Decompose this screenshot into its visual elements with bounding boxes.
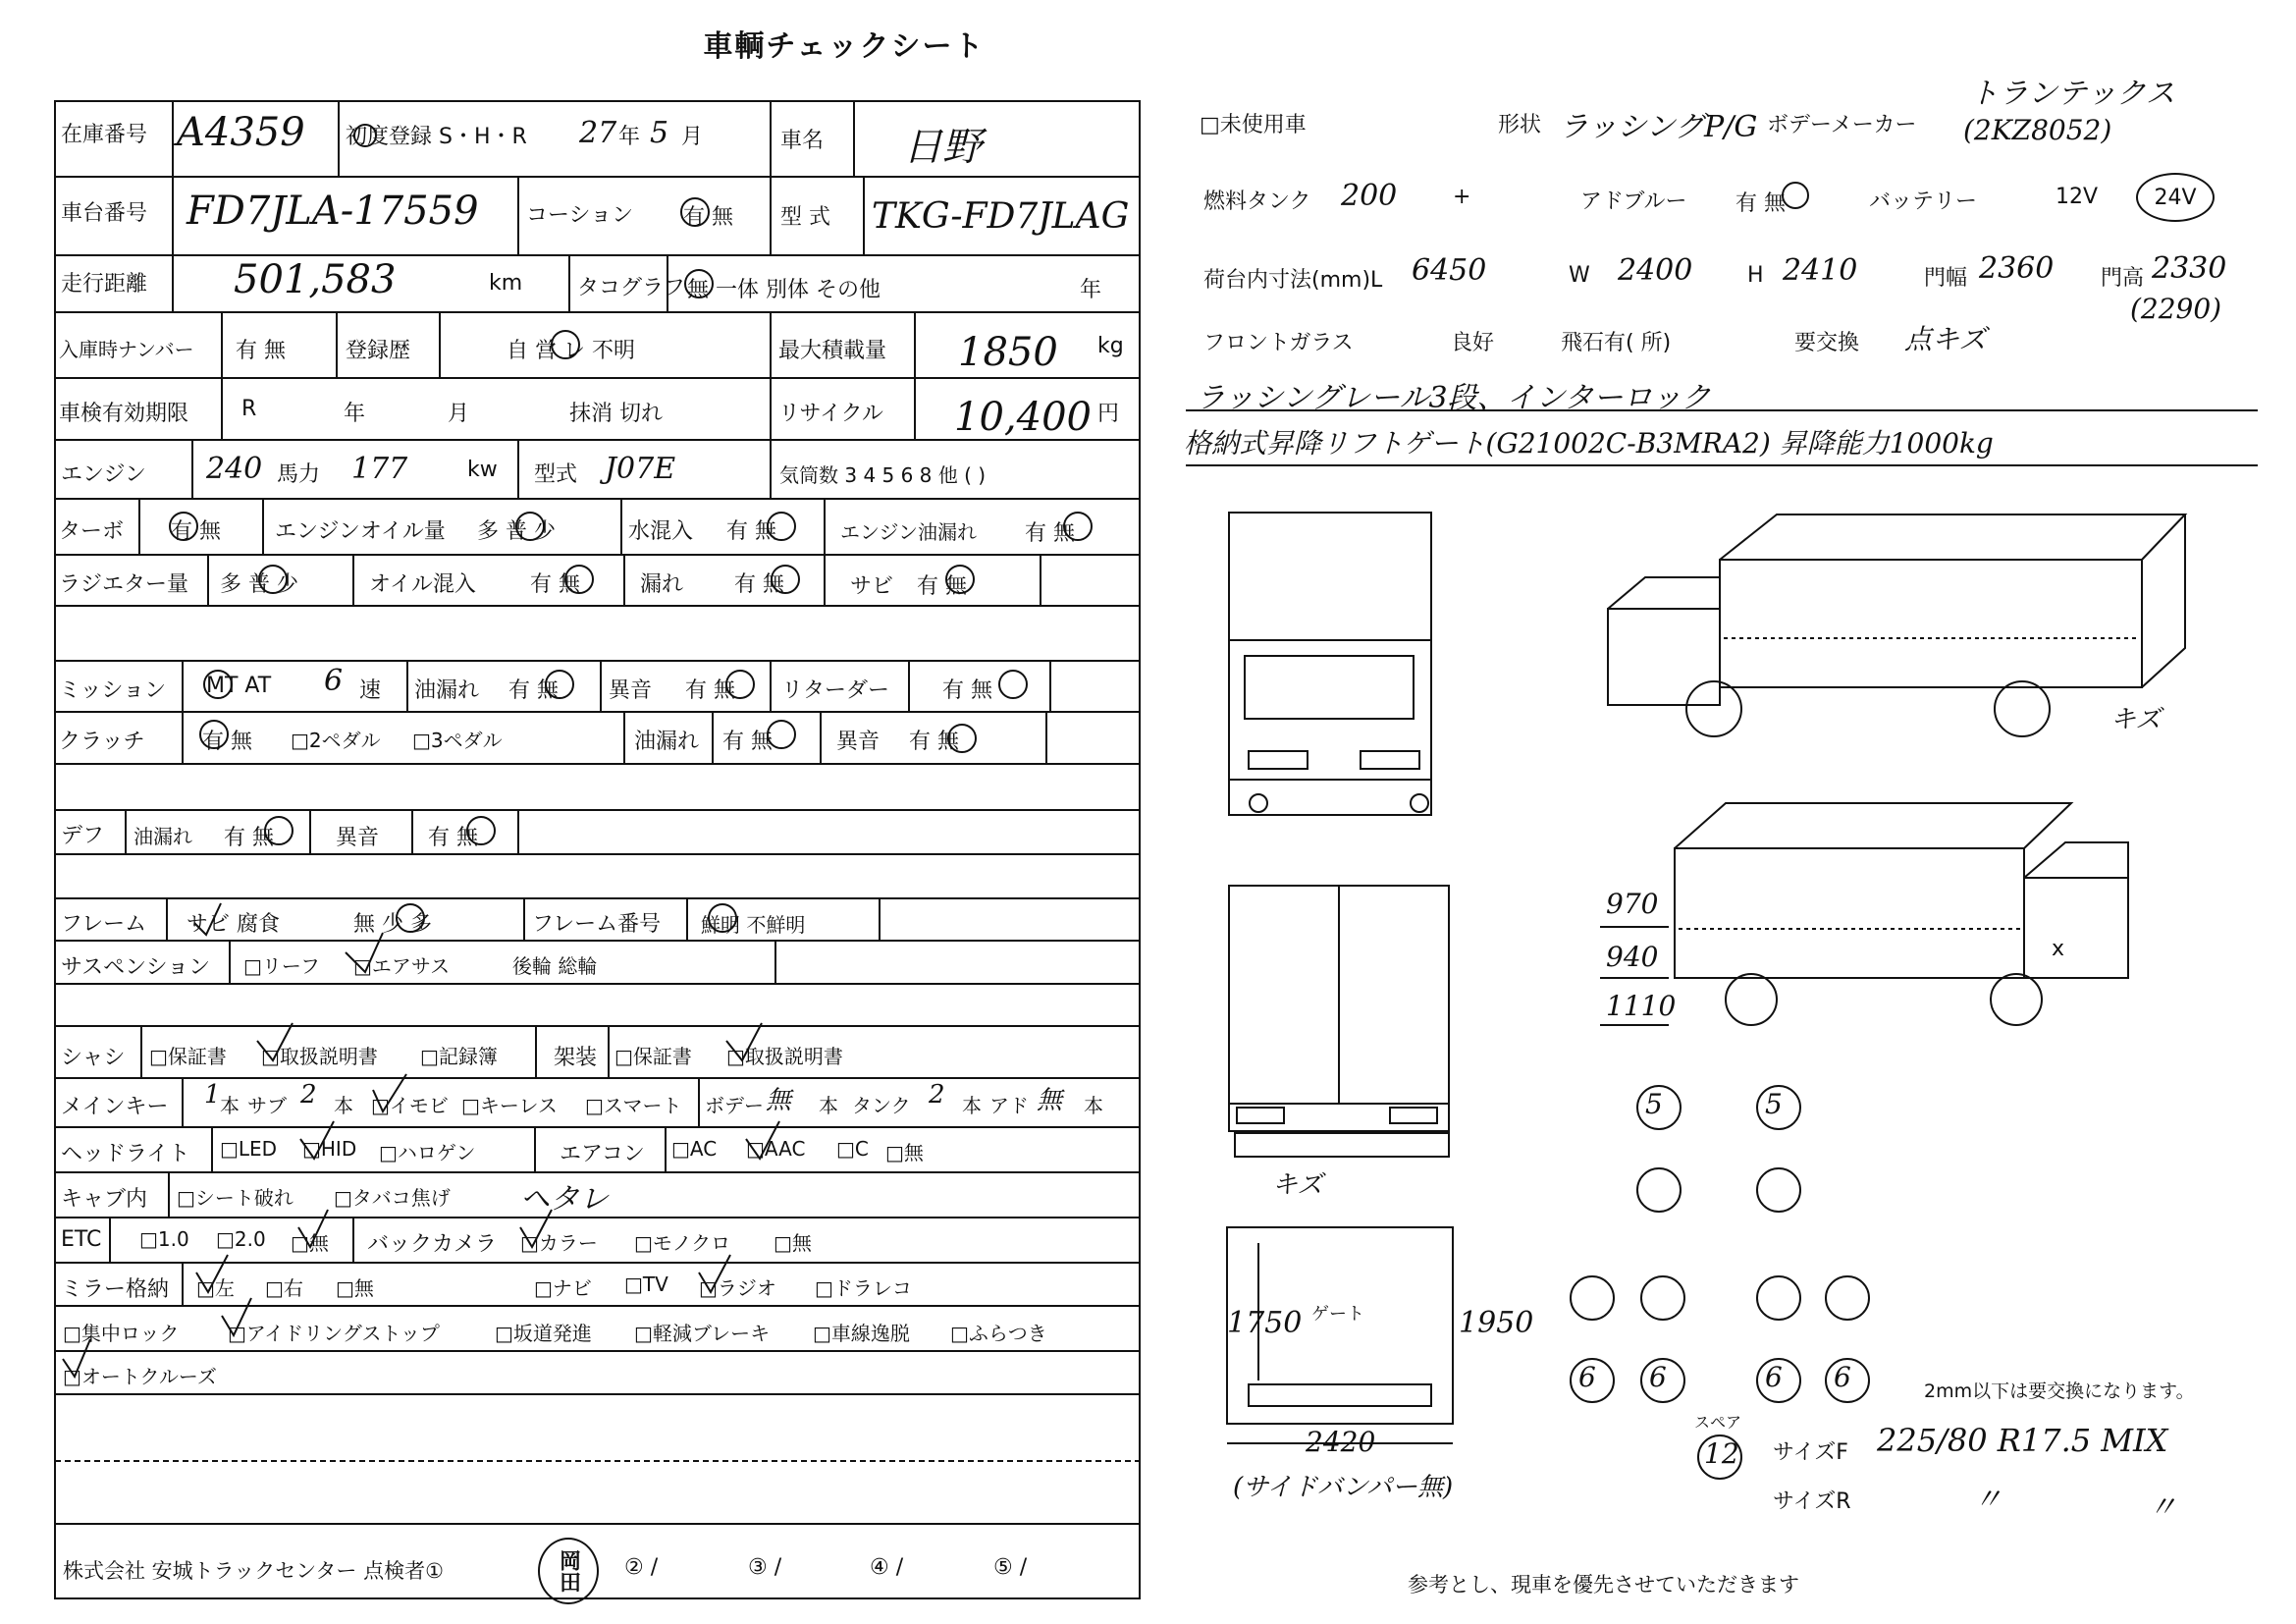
number-label: 入庫時ナンバー bbox=[59, 338, 194, 361]
main-key-unit: 本 bbox=[220, 1094, 240, 1117]
central-lock[interactable]: □集中ロック bbox=[63, 1322, 180, 1345]
idling-stop[interactable]: □アイドリングストップ bbox=[228, 1322, 440, 1345]
reg-history-options: 自 営 レ 不明 bbox=[507, 339, 635, 363]
chassis-manual[interactable]: □取扱説明書 bbox=[261, 1045, 378, 1068]
suspension-air[interactable]: □エアサス bbox=[353, 954, 451, 978]
sub-key-unit: 本 bbox=[334, 1094, 353, 1117]
smart-key[interactable]: □スマート bbox=[585, 1094, 682, 1117]
max-load-unit: kg bbox=[1097, 334, 1124, 358]
body-key-unit: 本 bbox=[819, 1094, 838, 1117]
headlight-led[interactable]: □LED bbox=[220, 1137, 278, 1161]
etc-none[interactable]: □無 bbox=[291, 1231, 329, 1255]
suspension-wheels: 後輪 総輪 bbox=[512, 954, 598, 978]
auto-cruise[interactable]: □オートクルーズ bbox=[63, 1365, 217, 1388]
oil-mix-options: 有 無 bbox=[530, 572, 580, 597]
adblue-options: 有 無 bbox=[1735, 191, 1786, 216]
clutch-options: 有 無 bbox=[202, 730, 252, 754]
recycle-label: リサイクル bbox=[778, 402, 883, 426]
inspection-year: 年 bbox=[344, 402, 366, 426]
mileage-label: 走行距離 bbox=[61, 272, 148, 297]
keyless[interactable]: □キーレス bbox=[461, 1094, 558, 1117]
radio[interactable]: □ラジオ bbox=[699, 1276, 776, 1300]
page-title: 車輌チェックシート bbox=[703, 29, 986, 64]
tire-front-left: 5 bbox=[1645, 1088, 1663, 1120]
mission-label: ミッション bbox=[59, 678, 167, 703]
height-1: 970 bbox=[1606, 888, 1659, 920]
door-height-alt: (2290) bbox=[2130, 293, 2222, 325]
clutch-2pedal[interactable]: □2ペダル bbox=[291, 729, 381, 752]
cab-tobacco-burn[interactable]: □タバコ焦げ bbox=[334, 1186, 451, 1210]
engine-oil-leak-options: 有 無 bbox=[1025, 521, 1075, 546]
cylinder-count: 気筒数 3 4 5 6 8 他 ( ) bbox=[779, 463, 987, 487]
kw-value: 177 bbox=[351, 452, 408, 486]
drive-recorder[interactable]: □ドラレコ bbox=[815, 1276, 912, 1300]
box-height: 1950 bbox=[1459, 1306, 1534, 1340]
collision-brake[interactable]: □軽減ブレーキ bbox=[634, 1322, 771, 1345]
windshield-label: フロントガラス bbox=[1203, 331, 1354, 355]
mission-speed: 6 bbox=[324, 664, 344, 698]
engine-oil-options: 多 普 少 bbox=[477, 519, 556, 544]
etc-2-0[interactable]: □2.0 bbox=[216, 1227, 266, 1251]
tire-rear-right-inner: 6 bbox=[1765, 1361, 1783, 1393]
body-key-label: ボデー bbox=[705, 1094, 764, 1117]
engine-oil-label: エンジンオイル量 bbox=[275, 519, 446, 544]
engine-label: エンジン bbox=[61, 462, 146, 487]
lane-departure[interactable]: □車線逸脱 bbox=[813, 1322, 910, 1345]
retarder-options: 有 無 bbox=[942, 678, 992, 703]
frame-label: フレーム bbox=[61, 912, 147, 937]
unused-vehicle[interactable]: □未使用車 bbox=[1200, 113, 1307, 137]
tacho-year: 年 bbox=[1080, 278, 1102, 302]
car-name-value: 日野 bbox=[903, 125, 982, 170]
mission-leak-options: 有 無 bbox=[508, 678, 559, 703]
chassis-docs-label: シャシ bbox=[61, 1046, 126, 1070]
inspection-label: 車検有効期限 bbox=[59, 402, 189, 426]
inspection-r: R bbox=[241, 397, 257, 421]
chassis-label: 車台番号 bbox=[61, 201, 148, 226]
model-label: 型 式 bbox=[780, 205, 830, 230]
chassis-warranty[interactable]: □保証書 bbox=[149, 1045, 227, 1068]
diff-leak-options: 有 無 bbox=[224, 826, 274, 850]
sub-key-label: サブ bbox=[247, 1094, 287, 1117]
clutch-3pedal[interactable]: □3ペダル bbox=[412, 729, 503, 752]
tire-front-right: 5 bbox=[1765, 1088, 1783, 1120]
first-reg-year-unit: 年 bbox=[618, 125, 641, 149]
frame-amount: 無 少 多 bbox=[353, 912, 432, 937]
door-height-label: 門高 bbox=[2101, 266, 2145, 291]
aircon-ac[interactable]: □AC bbox=[671, 1137, 718, 1161]
mission-noise-options: 有 無 bbox=[685, 678, 735, 703]
engine-model-value: J07E bbox=[605, 452, 676, 486]
scratch-note-rear: キズ bbox=[1272, 1170, 1323, 1200]
water-options: 有 無 bbox=[726, 519, 776, 544]
back-camera-label: バックカメラ bbox=[367, 1232, 498, 1257]
navi[interactable]: □ナビ bbox=[534, 1276, 592, 1300]
inspector-stamp: 岡田 bbox=[538, 1538, 599, 1604]
back-camera-mono[interactable]: □モノクロ bbox=[634, 1231, 731, 1255]
hill-start[interactable]: □坂道発進 bbox=[495, 1322, 592, 1345]
mission-speed-unit: 速 bbox=[359, 678, 382, 703]
max-load-label: 最大積載量 bbox=[778, 339, 887, 363]
tire-size-rear-2: 〃 bbox=[2148, 1490, 2177, 1525]
diff-leak-label: 油漏れ bbox=[133, 825, 192, 848]
body-warranty[interactable]: □保証書 bbox=[614, 1045, 692, 1068]
oil-mix-label: オイル混入 bbox=[369, 572, 476, 597]
fuel-tank-value: 200 bbox=[1341, 179, 1398, 213]
diff-label: デフ bbox=[61, 824, 105, 848]
spare-value: 12 bbox=[1704, 1437, 1739, 1470]
stock-number: A4359 bbox=[177, 110, 305, 155]
height-3: 1110 bbox=[1606, 990, 1677, 1022]
battery-24v: 24V bbox=[2136, 173, 2215, 222]
engine-model-label: 型式 bbox=[534, 462, 578, 487]
body-manual[interactable]: □取扱説明書 bbox=[726, 1045, 843, 1068]
back-camera-color[interactable]: □カラー bbox=[520, 1231, 598, 1255]
cargo-height-label: H bbox=[1747, 263, 1764, 288]
tank-key-label: タンク bbox=[852, 1094, 911, 1117]
max-load-value: 1850 bbox=[958, 330, 1058, 375]
fuel-tank-label: 燃料タンク bbox=[1203, 189, 1311, 214]
windshield-good: 良好 bbox=[1451, 331, 1495, 355]
number-options: 有 無 bbox=[236, 339, 286, 363]
tire-rear-right-outer: 6 bbox=[1834, 1361, 1851, 1393]
box-width: 2420 bbox=[1306, 1426, 1376, 1458]
tire-size-front-label: サイズF bbox=[1773, 1440, 1848, 1465]
main-key-label: メインキー bbox=[61, 1095, 169, 1119]
etc-label: ETC bbox=[61, 1227, 102, 1252]
chassis-record[interactable]: □記録簿 bbox=[420, 1045, 498, 1068]
battery-label: バッテリー bbox=[1869, 189, 1978, 214]
cargo-height: 2410 bbox=[1783, 253, 1858, 288]
aircon-c[interactable]: □C bbox=[836, 1137, 869, 1161]
cargo-width: 2400 bbox=[1618, 253, 1693, 288]
cargo-length: 6450 bbox=[1412, 253, 1487, 288]
suspension-label: サスペンション bbox=[61, 955, 211, 980]
windshield-chip: 飛石有( 所) bbox=[1561, 331, 1672, 355]
mirror-right[interactable]: □右 bbox=[265, 1276, 303, 1300]
company-inspector: 株式会社 安城トラックセンター 点検者① bbox=[63, 1559, 444, 1583]
tank-key-unit: 本 bbox=[962, 1094, 982, 1117]
headlight-label: ヘッドライト bbox=[61, 1142, 190, 1166]
mileage-value: 501,583 bbox=[234, 257, 397, 302]
aircon-aac[interactable]: □AAC bbox=[746, 1137, 806, 1161]
mission-options: MT AT bbox=[206, 674, 272, 698]
battery-12v: 12V bbox=[2056, 185, 2099, 209]
radiator-label: ラジエター量 bbox=[59, 572, 189, 597]
tire-size-rear-label: サイズR bbox=[1773, 1489, 1851, 1514]
ad-key-unit: 本 bbox=[1084, 1094, 1103, 1117]
rust-label: サビ bbox=[850, 574, 894, 599]
headlight-halogen[interactable]: □ハロゲン bbox=[379, 1141, 476, 1164]
inspection-month: 月 bbox=[448, 402, 470, 426]
etc-1-0[interactable]: □1.0 bbox=[139, 1227, 189, 1251]
clutch-label: クラッチ bbox=[59, 730, 145, 754]
door-height: 2330 bbox=[2152, 251, 2227, 286]
shape-label: 形状 bbox=[1498, 113, 1542, 137]
kw-unit: kw bbox=[467, 458, 498, 482]
water-label: 水混入 bbox=[628, 519, 694, 544]
mission-leak-label: 油漏れ bbox=[414, 678, 480, 703]
ad-key-label: アド bbox=[989, 1094, 1029, 1117]
hp-label: 馬力 bbox=[277, 462, 321, 487]
inspector-slot-4: ④ / bbox=[870, 1555, 904, 1580]
height-2: 940 bbox=[1606, 941, 1659, 973]
shape-value: ラッシングP/G bbox=[1559, 110, 1758, 144]
windshield-replace: 要交換 bbox=[1794, 331, 1860, 355]
immobilizer[interactable]: □イモビ bbox=[371, 1094, 449, 1117]
clutch-leak-label: 油漏れ bbox=[634, 730, 700, 754]
body-maker-label: ボデーメーカー bbox=[1767, 113, 1917, 137]
wobble-alert[interactable]: □ふらつき bbox=[950, 1322, 1047, 1345]
turbo-label: ターボ bbox=[59, 519, 125, 544]
coating-options: 有 無 bbox=[683, 205, 733, 230]
cab-note: ヘタレ bbox=[520, 1182, 609, 1217]
adblue-label: アドブルー bbox=[1580, 189, 1687, 214]
recycle-unit: 円 bbox=[1097, 402, 1120, 426]
body-note-2: 格納式昇降リフトゲート(G21002C-B3MRA2) 昇降能力1000kg bbox=[1184, 427, 1994, 460]
body-docs-label: 架装 bbox=[554, 1046, 598, 1070]
first-reg-month: 5 bbox=[650, 116, 669, 150]
aircon-none[interactable]: □無 bbox=[885, 1141, 924, 1164]
first-reg-month-unit: 月 bbox=[681, 125, 704, 149]
mirror-left[interactable]: □左 bbox=[196, 1276, 235, 1300]
frame-number-label: フレーム番号 bbox=[532, 912, 662, 937]
suspension-leaf[interactable]: □リーフ bbox=[243, 954, 320, 978]
car-name-label: 車名 bbox=[780, 129, 825, 153]
ad-key-count: 無 bbox=[1037, 1086, 1063, 1115]
tacho-label: タコグラフ bbox=[577, 276, 686, 300]
cargo-dim-label: 荷台内寸法(mm)L bbox=[1203, 268, 1383, 293]
door-width-label: 門幅 bbox=[1924, 266, 1968, 291]
cab-label: キャブ内 bbox=[61, 1187, 148, 1212]
tv[interactable]: □TV bbox=[624, 1272, 668, 1296]
mission-noise-label: 異音 bbox=[609, 678, 653, 703]
mileage-unit: km bbox=[489, 271, 523, 296]
diff-noise-label: 異音 bbox=[336, 826, 380, 850]
clutch-leak-options: 有 無 bbox=[722, 730, 773, 754]
radiator-options: 多 普 少 bbox=[220, 572, 298, 597]
aircon-label: エアコン bbox=[560, 1142, 645, 1166]
model-value: TKG-FD7JLAG bbox=[872, 196, 1130, 237]
frame-number-options: 鮮明 不鮮明 bbox=[701, 913, 806, 937]
inspection-status: 抹消 切れ bbox=[569, 402, 663, 426]
tire-note: 2mm以下は要交換になります。 bbox=[1924, 1380, 2195, 1402]
disclaimer: 参考とし、現車を優先させていただきます bbox=[1408, 1573, 1799, 1597]
mirror-label: ミラー格納 bbox=[61, 1277, 170, 1302]
clutch-noise-label: 異音 bbox=[836, 730, 881, 754]
inspector-slot-5: ⑤ / bbox=[993, 1555, 1028, 1580]
engine-oil-leak-label: エンジン油漏れ bbox=[840, 520, 977, 544]
body-note-1: ラッシングレール3段、インターロック bbox=[1196, 381, 1711, 415]
mark-x: x bbox=[2052, 937, 2065, 961]
tire-size-rear-1: 〃 bbox=[1973, 1483, 2002, 1517]
scratch-note-side: キズ bbox=[2110, 705, 2162, 734]
door-width: 2360 bbox=[1979, 251, 2055, 286]
frame-options: サビ 腐食 bbox=[187, 912, 280, 937]
tank-key-count: 2 bbox=[929, 1080, 945, 1110]
leak-options: 有 無 bbox=[734, 572, 784, 597]
recycle-value: 10,400 bbox=[954, 395, 1092, 440]
reg-history-label: 登録歴 bbox=[346, 339, 411, 363]
leak-label: 漏れ bbox=[640, 572, 684, 597]
gate-label: ゲート bbox=[1311, 1304, 1364, 1325]
first-reg-year: 27 bbox=[579, 116, 617, 150]
spare-label: スペア bbox=[1694, 1413, 1742, 1432]
back-camera-none[interactable]: □無 bbox=[774, 1231, 812, 1255]
turbo-options: 有 無 bbox=[171, 519, 221, 544]
first-reg-label: 初度登録 S・H・R bbox=[346, 125, 527, 149]
inspector-slot-2: ② / bbox=[624, 1555, 659, 1580]
gate-height: 1750 bbox=[1227, 1306, 1303, 1340]
headlight-hid[interactable]: □HID bbox=[302, 1137, 357, 1161]
tire-rear-left-outer: 6 bbox=[1578, 1361, 1596, 1393]
rust-options: 有 無 bbox=[917, 574, 967, 599]
mirror-none[interactable]: □無 bbox=[336, 1276, 374, 1300]
body-key-count: 無 bbox=[766, 1086, 792, 1115]
body-maker-code: (2KZ8052) bbox=[1963, 114, 2112, 146]
chassis-number: FD7JLA-17559 bbox=[187, 189, 479, 234]
stock-label: 在庫番号 bbox=[61, 123, 148, 147]
sub-key-count: 2 bbox=[300, 1080, 317, 1110]
main-key-count: 1 bbox=[204, 1080, 221, 1110]
tacho-options: 無 一体 別体 その他 bbox=[687, 278, 881, 302]
fuel-plus: + bbox=[1453, 185, 1471, 209]
side-bumper-note: (サイドバンパー無) bbox=[1233, 1473, 1454, 1502]
cargo-width-label: W bbox=[1569, 263, 1590, 288]
hp-value: 240 bbox=[206, 452, 263, 486]
inspector-slot-3: ③ / bbox=[748, 1555, 782, 1580]
retarder-label: リターダー bbox=[781, 678, 890, 703]
diff-noise-options: 有 無 bbox=[428, 826, 478, 850]
body-maker-value: トランテックス bbox=[1969, 77, 2175, 111]
cab-seat-torn[interactable]: □シート破れ bbox=[177, 1186, 294, 1210]
tire-rear-left-inner: 6 bbox=[1649, 1361, 1667, 1393]
coating-label: コーション bbox=[526, 203, 634, 228]
windshield-note: 点キズ bbox=[1904, 323, 1987, 355]
tire-size-front: 225/80 R17.5 MIX bbox=[1877, 1422, 2168, 1459]
clutch-noise-options: 有 無 bbox=[909, 730, 959, 754]
